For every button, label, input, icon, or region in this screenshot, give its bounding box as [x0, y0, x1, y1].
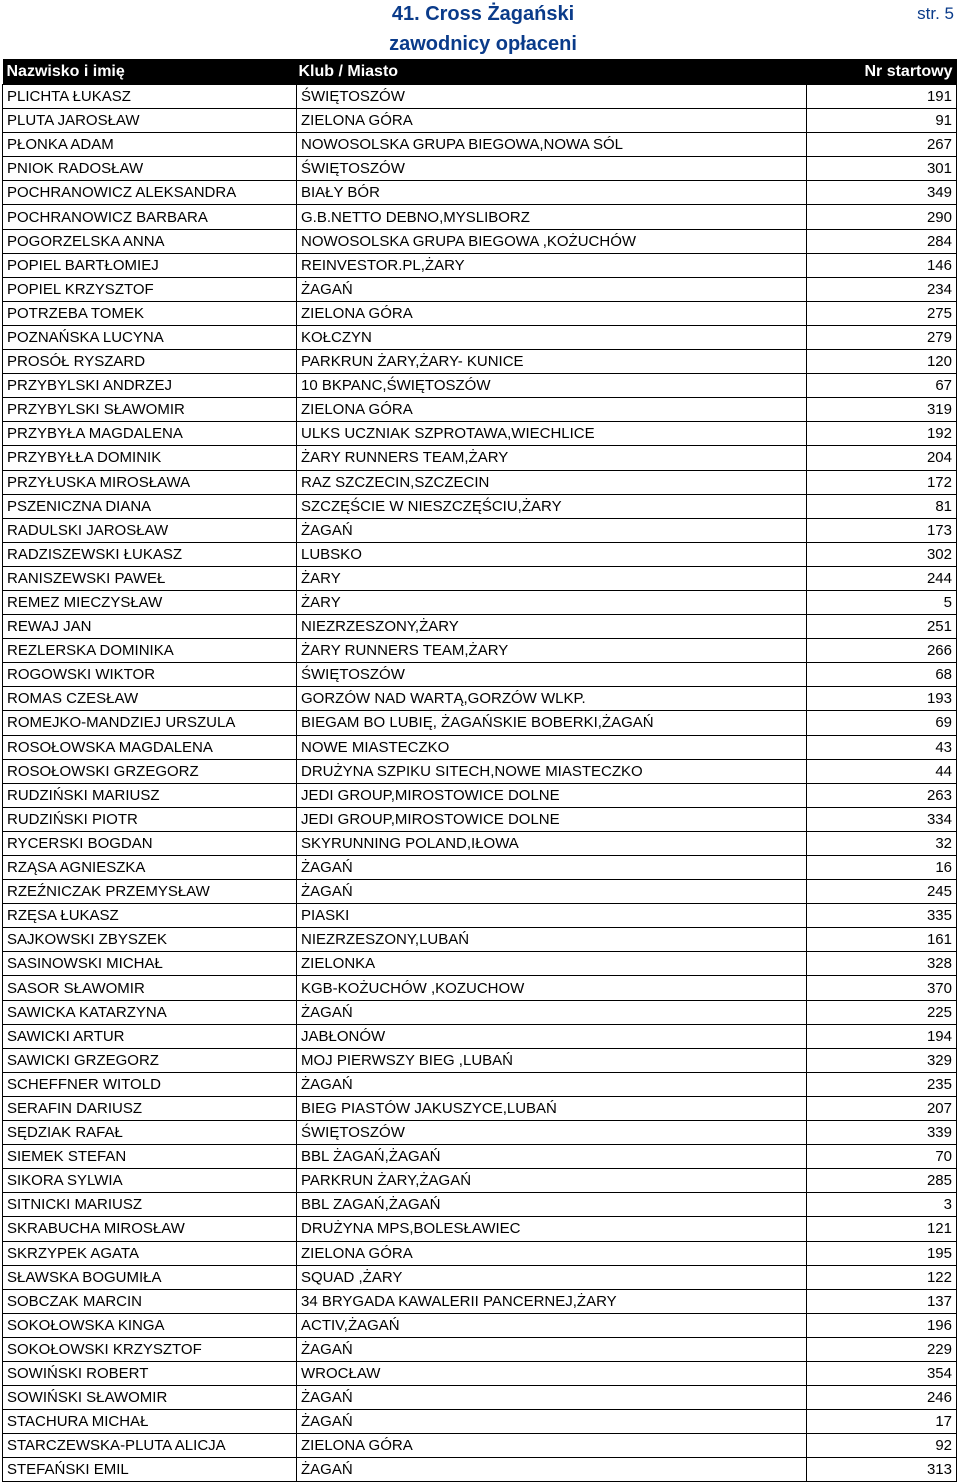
cell-name: SOWIŃSKI ROBERT — [3, 1361, 297, 1385]
cell-name: SITNICKI MARIUSZ — [3, 1193, 297, 1217]
table-row — [3, 590, 957, 614]
cell-club: ZIELONA GÓRA — [297, 301, 807, 325]
cell-start-number: 192 — [807, 422, 957, 446]
table-row — [3, 1241, 957, 1265]
cell-start-number: 279 — [807, 325, 957, 349]
cell-start-number: 68 — [807, 663, 957, 687]
table-row — [3, 711, 957, 735]
cell-start-number: 81 — [807, 494, 957, 518]
cell-name: POPIEL KRZYSZTOF — [3, 277, 297, 301]
cell-start-number: 172 — [807, 470, 957, 494]
cell-name: ROMEJKO-MANDZIEJ URSZULA — [3, 711, 297, 735]
cell-club: ŻAGAŃ — [297, 1410, 807, 1434]
cell-start-number: 5 — [807, 590, 957, 614]
cell-name: POCHRANOWICZ BARBARA — [3, 205, 297, 229]
cell-club: NIEZRZESZONY,ŻARY — [297, 615, 807, 639]
table-row — [3, 783, 957, 807]
table-row — [3, 663, 957, 687]
cell-name: SAWICKI GRZEGORZ — [3, 1048, 297, 1072]
cell-name: POZNAŃSKA LUCYNA — [3, 325, 297, 349]
table-row — [3, 566, 957, 590]
cell-start-number: 319 — [807, 398, 957, 422]
cell-start-number: 285 — [807, 1169, 957, 1193]
cell-name: SKRABUCHA MIROSŁAW — [3, 1217, 297, 1241]
cell-start-number: 191 — [807, 85, 957, 109]
table-row — [3, 1458, 957, 1482]
cell-name: PRZYBYŁŁA DOMINIK — [3, 446, 297, 470]
cell-start-number: 335 — [807, 904, 957, 928]
table-row — [3, 1410, 957, 1434]
table-row — [3, 253, 957, 277]
cell-start-number: 67 — [807, 374, 957, 398]
cell-name: RUDZIŃSKI MARIUSZ — [3, 783, 297, 807]
cell-club: KGB-KOŻUCHÓW ,KOZUCHOW — [297, 976, 807, 1000]
document-subtitle: zawodnicy opłaceni — [389, 33, 577, 55]
cell-club: 10 BKPANC,ŚWIĘTOSZÓW — [297, 374, 807, 398]
table-row — [3, 687, 957, 711]
cell-name: POPIEL BARTŁOMIEJ — [3, 253, 297, 277]
cell-name: SOKOŁOWSKA KINGA — [3, 1313, 297, 1337]
cell-start-number: 161 — [807, 928, 957, 952]
table-row — [3, 831, 957, 855]
cell-start-number: 195 — [807, 1241, 957, 1265]
cell-club: BBL ZAGAŃ,ŻAGAŃ — [297, 1193, 807, 1217]
table-row — [3, 880, 957, 904]
table-row — [3, 325, 957, 349]
cell-start-number: 313 — [807, 1458, 957, 1482]
cell-club: PARKRUN ŻARY,ŻAGAŃ — [297, 1169, 807, 1193]
cell-name: POTRZEBA TOMEK — [3, 301, 297, 325]
cell-start-number: 334 — [807, 807, 957, 831]
cell-name: SAJKOWSKI ZBYSZEK — [3, 928, 297, 952]
cell-club: DRUŻYNA MPS,BOLESŁAWIEC — [297, 1217, 807, 1241]
cell-start-number: 16 — [807, 856, 957, 880]
cell-start-number: 137 — [807, 1289, 957, 1313]
cell-start-number: 194 — [807, 1024, 957, 1048]
cell-club: PARKRUN ŻARY,ŻARY- KUNICE — [297, 350, 807, 374]
cell-start-number: 266 — [807, 639, 957, 663]
cell-start-number: 267 — [807, 133, 957, 157]
cell-name: SĘDZIAK RAFAŁ — [3, 1121, 297, 1145]
table-row — [3, 904, 957, 928]
cell-start-number: 173 — [807, 518, 957, 542]
cell-club: ZIELONA GÓRA — [297, 398, 807, 422]
table-row — [3, 109, 957, 133]
cell-club: SKYRUNNING POLAND,IŁOWA — [297, 831, 807, 855]
table-header — [3, 59, 957, 85]
cell-name: PRZYŁUSKA MIROSŁAWA — [3, 470, 297, 494]
table-row — [3, 350, 957, 374]
table-row — [3, 1434, 957, 1458]
cell-club: ZIELONA GÓRA — [297, 1241, 807, 1265]
cell-name: RUDZIŃSKI PIOTR — [3, 807, 297, 831]
cell-start-number: 70 — [807, 1145, 957, 1169]
page-number: str. 5 — [917, 4, 954, 23]
cell-club: BBL ŻAGAŃ,ŻAGAŃ — [297, 1145, 807, 1169]
cell-name: POGORZELSKA ANNA — [3, 229, 297, 253]
cell-club: DRUŻYNA SZPIKU SITECH,NOWE MIASTECZKO — [297, 759, 807, 783]
cell-start-number: 234 — [807, 277, 957, 301]
cell-name: PRZYBYŁA MAGDALENA — [3, 422, 297, 446]
cell-club: ŚWIĘTOSZÓW — [297, 85, 807, 109]
table-row — [3, 157, 957, 181]
cell-start-number: 122 — [807, 1265, 957, 1289]
table-row — [3, 1193, 957, 1217]
table-header-row — [3, 59, 957, 85]
table-row — [3, 735, 957, 759]
cell-name: PNIOK RADOSŁAW — [3, 157, 297, 181]
cell-name: SIKORA SYLWIA — [3, 1169, 297, 1193]
table-row — [3, 759, 957, 783]
column-header-name: Nazwisko i imię — [3, 59, 297, 85]
participants-table — [2, 59, 957, 1482]
table-row — [3, 133, 957, 157]
cell-start-number: 69 — [807, 711, 957, 735]
cell-start-number: 354 — [807, 1361, 957, 1385]
cell-start-number: 284 — [807, 229, 957, 253]
cell-club: ŻAGAŃ — [297, 518, 807, 542]
cell-start-number: 207 — [807, 1096, 957, 1120]
cell-club: RAZ SZCZECIN,SZCZECIN — [297, 470, 807, 494]
cell-name: SOKOŁOWSKI KRZYSZTOF — [3, 1337, 297, 1361]
cell-start-number: 275 — [807, 301, 957, 325]
table-row — [3, 1313, 957, 1337]
table-body — [3, 85, 957, 1482]
cell-start-number: 339 — [807, 1121, 957, 1145]
table-row — [3, 422, 957, 446]
cell-name: SOWIŃSKI SŁAWOMIR — [3, 1386, 297, 1410]
cell-start-number: 146 — [807, 253, 957, 277]
table-row — [3, 398, 957, 422]
cell-club: ACTIV,ŻAGAŃ — [297, 1313, 807, 1337]
cell-start-number: 251 — [807, 615, 957, 639]
cell-club: 34 BRYGADA KAWALERII PANCERNEJ,ŻARY — [297, 1289, 807, 1313]
cell-name: REZLERSKA DOMINIKA — [3, 639, 297, 663]
cell-start-number: 263 — [807, 783, 957, 807]
cell-name: SASINOWSKI MICHAŁ — [3, 952, 297, 976]
cell-start-number: 193 — [807, 687, 957, 711]
cell-start-number: 302 — [807, 542, 957, 566]
cell-name: SIEMEK STEFAN — [3, 1145, 297, 1169]
table-row — [3, 518, 957, 542]
cell-name: SOBCZAK MARCIN — [3, 1289, 297, 1313]
cell-club: ZIELONKA — [297, 952, 807, 976]
cell-club: SZCZĘŚCIE W NIESZCZĘŚCIU,ŻARY — [297, 494, 807, 518]
column-header-club: Klub / Miasto — [297, 59, 807, 85]
cell-start-number: 329 — [807, 1048, 957, 1072]
table-row — [3, 1337, 957, 1361]
table-row — [3, 277, 957, 301]
document-title: 41. Cross Żagański — [391, 3, 575, 25]
cell-club: SQUAD ,ŻARY — [297, 1265, 807, 1289]
cell-club: GORZÓW NAD WARTĄ,GORZÓW WLKP. — [297, 687, 807, 711]
cell-start-number: 204 — [807, 446, 957, 470]
cell-name: SKRZYPEK AGATA — [3, 1241, 297, 1265]
cell-start-number: 32 — [807, 831, 957, 855]
cell-start-number: 229 — [807, 1337, 957, 1361]
cell-club: JEDI GROUP,MIROSTOWICE DOLNE — [297, 783, 807, 807]
cell-club: JABŁONÓW — [297, 1024, 807, 1048]
cell-start-number: 92 — [807, 1434, 957, 1458]
cell-name: ROMAS CZESŁAW — [3, 687, 297, 711]
table-row — [3, 1386, 957, 1410]
table-row — [3, 1265, 957, 1289]
cell-club: ŻAGAŃ — [297, 1386, 807, 1410]
cell-start-number: 235 — [807, 1072, 957, 1096]
cell-name: REWAJ JAN — [3, 615, 297, 639]
table-row — [3, 1121, 957, 1145]
cell-name: PROSÓŁ RYSZARD — [3, 350, 297, 374]
cell-club: ŻAGAŃ — [297, 880, 807, 904]
cell-club: ŚWIĘTOSZÓW — [297, 157, 807, 181]
cell-club: ŻARY — [297, 590, 807, 614]
cell-start-number: 301 — [807, 157, 957, 181]
cell-name: STARCZEWSKA-PLUTA ALICJA — [3, 1434, 297, 1458]
cell-name: ROSOŁOWSKI GRZEGORZ — [3, 759, 297, 783]
cell-start-number: 328 — [807, 952, 957, 976]
cell-club: KOŁCZYN — [297, 325, 807, 349]
cell-name: RZEŹNICZAK PRZEMYSŁAW — [3, 880, 297, 904]
cell-club: WROCŁAW — [297, 1361, 807, 1385]
cell-name: RANISZEWSKI PAWEŁ — [3, 566, 297, 590]
cell-start-number: 290 — [807, 205, 957, 229]
table-row — [3, 928, 957, 952]
cell-name: ROSOŁOWSKA MAGDALENA — [3, 735, 297, 759]
cell-name: SŁAWSKA BOGUMIŁA — [3, 1265, 297, 1289]
cell-name: RZĘSA ŁUKASZ — [3, 904, 297, 928]
cell-start-number: 196 — [807, 1313, 957, 1337]
cell-start-number: 244 — [807, 566, 957, 590]
cell-name: SAWICKI ARTUR — [3, 1024, 297, 1048]
cell-name: PSZENICZNA DIANA — [3, 494, 297, 518]
cell-start-number: 121 — [807, 1217, 957, 1241]
table-row — [3, 1145, 957, 1169]
table-row — [3, 181, 957, 205]
table-row — [3, 374, 957, 398]
cell-start-number: 225 — [807, 1000, 957, 1024]
cell-start-number: 370 — [807, 976, 957, 1000]
cell-name: POCHRANOWICZ ALEKSANDRA — [3, 181, 297, 205]
cell-club: NOWOSOLSKA GRUPA BIEGOWA,NOWA SÓL — [297, 133, 807, 157]
cell-name: PLUTA JAROSŁAW — [3, 109, 297, 133]
table-row — [3, 1361, 957, 1385]
cell-club: ZIELONA GÓRA — [297, 1434, 807, 1458]
cell-club: MOJ PIERWSZY BIEG ,LUBAŃ — [297, 1048, 807, 1072]
cell-club: G.B.NETTO DEBNO,MYSLIBORZ — [297, 205, 807, 229]
cell-name: PŁONKA ADAM — [3, 133, 297, 157]
cell-club: ŻARY — [297, 566, 807, 590]
cell-name: STEFAŃSKI EMIL — [3, 1458, 297, 1482]
cell-club: ŻAGAŃ — [297, 856, 807, 880]
cell-name: PLICHTA ŁUKASZ — [3, 85, 297, 109]
table-row — [3, 952, 957, 976]
cell-start-number: 349 — [807, 181, 957, 205]
cell-club: PIASKI — [297, 904, 807, 928]
table-row — [3, 494, 957, 518]
cell-name: SCHEFFNER WITOLD — [3, 1072, 297, 1096]
cell-club: ŻARY RUNNERS TEAM,ŻARY — [297, 446, 807, 470]
table-row — [3, 856, 957, 880]
cell-club: NOWOSOLSKA GRUPA BIEGOWA ,KOŻUCHÓW — [297, 229, 807, 253]
cell-name: SERAFIN DARIUSZ — [3, 1096, 297, 1120]
table-row — [3, 1072, 957, 1096]
table-row — [3, 205, 957, 229]
cell-name: RADULSKI JAROSŁAW — [3, 518, 297, 542]
table-row — [3, 85, 957, 109]
cell-club: ŻAGAŃ — [297, 1337, 807, 1361]
cell-club: JEDI GROUP,MIROSTOWICE DOLNE — [297, 807, 807, 831]
table-row — [3, 976, 957, 1000]
table-row — [3, 1024, 957, 1048]
cell-club: ŚWIĘTOSZÓW — [297, 663, 807, 687]
cell-start-number: 120 — [807, 350, 957, 374]
cell-start-number: 43 — [807, 735, 957, 759]
cell-name: ROGOWSKI WIKTOR — [3, 663, 297, 687]
cell-club: ŻARY RUNNERS TEAM,ŻARY — [297, 639, 807, 663]
table-row — [3, 1169, 957, 1193]
cell-club: ZIELONA GÓRA — [297, 109, 807, 133]
table-row — [3, 229, 957, 253]
cell-name: REMEZ MIECZYSŁAW — [3, 590, 297, 614]
table-row — [3, 446, 957, 470]
table-row — [3, 542, 957, 566]
cell-name: PRZYBYLSKI SŁAWOMIR — [3, 398, 297, 422]
cell-club: BIAŁY BÓR — [297, 181, 807, 205]
cell-club: NOWE MIASTECZKO — [297, 735, 807, 759]
table-row — [3, 301, 957, 325]
cell-name: RZĄSA AGNIESZKA — [3, 856, 297, 880]
cell-start-number: 245 — [807, 880, 957, 904]
cell-club: ULKS UCZNIAK SZPROTAWA,WIECHLICE — [297, 422, 807, 446]
cell-club: ŻAGAŃ — [297, 1000, 807, 1024]
cell-start-number: 44 — [807, 759, 957, 783]
cell-club: NIEZRZESZONY,LUBAŃ — [297, 928, 807, 952]
cell-name: SAWICKA KATARZYNA — [3, 1000, 297, 1024]
cell-club: BIEGAM BO LUBIĘ, ŻAGAŃSKIE BOBERKI,ŻAGAŃ — [297, 711, 807, 735]
cell-club: BIEG PIASTÓW JAKUSZYCE,LUBAŃ — [297, 1096, 807, 1120]
table-row — [3, 1289, 957, 1313]
cell-name: PRZYBYLSKI ANDRZEJ — [3, 374, 297, 398]
column-header-number: Nr startowy — [807, 59, 957, 85]
cell-start-number: 246 — [807, 1386, 957, 1410]
cell-name: RADZISZEWSKI ŁUKASZ — [3, 542, 297, 566]
table-row — [3, 1217, 957, 1241]
cell-start-number: 91 — [807, 109, 957, 133]
table-row — [3, 807, 957, 831]
table-row — [3, 639, 957, 663]
cell-club: ŻAGAŃ — [297, 1072, 807, 1096]
table-row — [3, 1048, 957, 1072]
cell-club: ŚWIĘTOSZÓW — [297, 1121, 807, 1145]
cell-club: REINVESTOR.PL,ŻARY — [297, 253, 807, 277]
cell-name: RYCERSKI BOGDAN — [3, 831, 297, 855]
cell-club: ŻAGAŃ — [297, 1458, 807, 1482]
cell-club: LUBSKO — [297, 542, 807, 566]
cell-name: STACHURA MICHAŁ — [3, 1410, 297, 1434]
cell-start-number: 17 — [807, 1410, 957, 1434]
table-row — [3, 1096, 957, 1120]
cell-club: ŻAGAŃ — [297, 277, 807, 301]
cell-name: SASOR SŁAWOMIR — [3, 976, 297, 1000]
table-row — [3, 615, 957, 639]
table-row — [3, 470, 957, 494]
cell-start-number: 3 — [807, 1193, 957, 1217]
table-row — [3, 1000, 957, 1024]
